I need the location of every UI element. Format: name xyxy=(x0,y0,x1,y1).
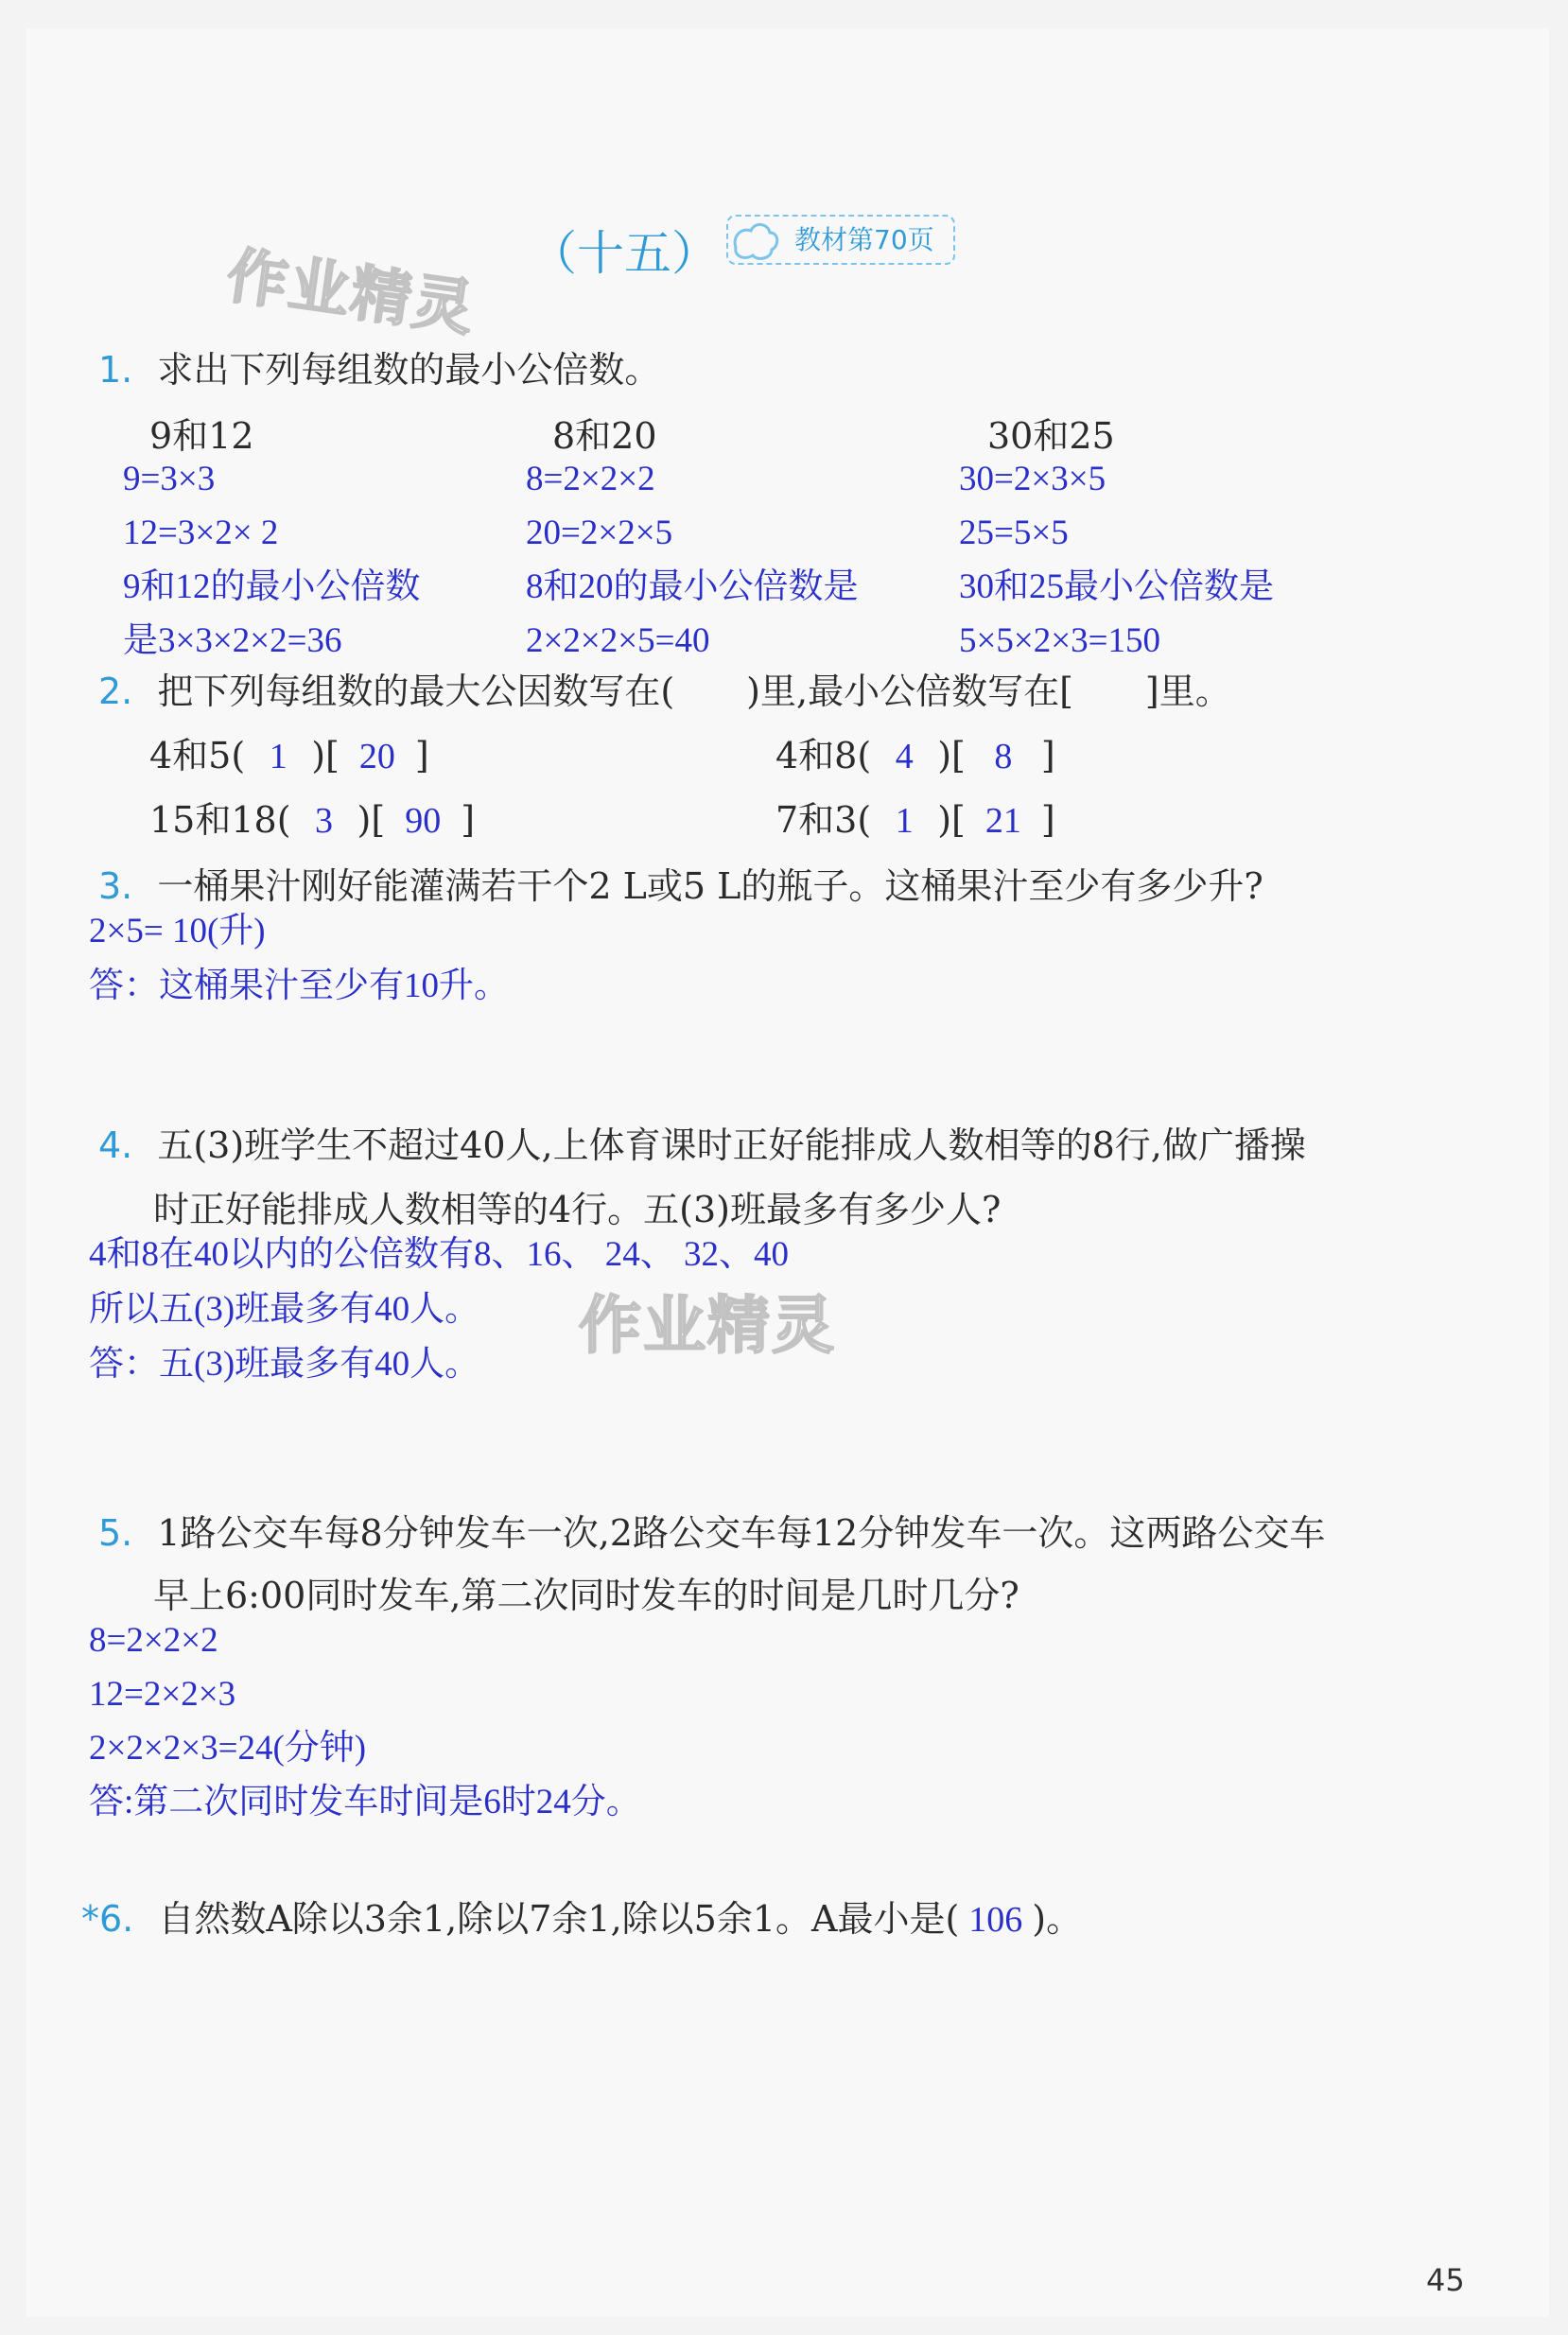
answer-line: 答：五(3)班最多有40人。 xyxy=(89,1345,480,1384)
item-bracket: )[ xyxy=(357,799,386,841)
answer-line: 30和25最小公倍数是 xyxy=(959,567,1274,606)
item-label: 4和5( xyxy=(149,735,246,776)
watermark: 作业精灵 xyxy=(222,240,480,345)
group-label: 9和12 xyxy=(149,415,254,457)
question-text-end: )。 xyxy=(1032,1898,1083,1940)
question-1 xyxy=(98,340,660,392)
gcd-answer: 1 xyxy=(269,737,287,776)
answer-line: 5×5×2×3=150 xyxy=(959,621,1160,660)
answer-line: 答：这桶果汁至少有10升。 xyxy=(89,967,509,1005)
answer-line: 12=3×2× 2 xyxy=(123,514,279,552)
answer-line: 9和12的最小公倍数 xyxy=(123,567,421,606)
answer-block xyxy=(89,1228,789,1392)
lcm-answer: 20 xyxy=(358,737,395,776)
item-bracket: ] xyxy=(1040,735,1055,776)
lcm-answer: 8 xyxy=(994,737,1013,776)
question-4 xyxy=(98,1116,1306,1168)
watermark: 作业精灵 xyxy=(579,1289,836,1362)
answer-line: 8=2×2×2 xyxy=(89,1621,218,1660)
item-label: 7和3( xyxy=(775,799,872,841)
item-label: 4和8( xyxy=(775,735,872,776)
section-title: （十五） xyxy=(530,226,719,281)
answer-line: 答:第二次同时发车时间是6时24分。 xyxy=(89,1783,641,1821)
gcd-lcm-item xyxy=(775,726,1055,778)
book-icon xyxy=(728,216,783,270)
textbook-tag xyxy=(726,219,955,257)
answer-line: 所以五(3)班最多有40人。 xyxy=(89,1290,480,1329)
page-number: 45 xyxy=(1426,2262,1465,2298)
question-5 xyxy=(98,1504,1325,1556)
answer-line: 25=5×5 xyxy=(959,514,1069,552)
question-number: *6. xyxy=(81,1898,134,1940)
question-text: 1路公交车每8分钟发车一次,2路公交车每12分钟发车一次。这两路公交车 xyxy=(157,1512,1326,1554)
answer-line: 8=2×2×2 xyxy=(526,460,655,498)
item-label: 15和18( xyxy=(149,799,291,841)
lcm-answer: 21 xyxy=(984,801,1021,841)
item-bracket: ] xyxy=(414,735,429,776)
item-bracket: ] xyxy=(461,799,476,841)
question-number: 2. xyxy=(98,671,133,712)
question-number: 5. xyxy=(98,1512,133,1554)
answer-line: 是3×3×2×2=36 xyxy=(123,621,342,660)
question-text: 把下列每组数的最大公因数写在( )里,最小公倍数写在[ ]里。 xyxy=(157,671,1231,712)
item-bracket: ] xyxy=(1040,799,1055,841)
item-bracket: )[ xyxy=(311,735,340,776)
question-number: 1. xyxy=(98,349,133,391)
answer-block xyxy=(89,904,509,1014)
answer-column xyxy=(526,452,859,668)
question-text: 求出下列每组数的最小公倍数。 xyxy=(157,349,661,391)
gcd-lcm-item xyxy=(149,791,475,843)
question-number: 3. xyxy=(98,865,133,907)
gcd-answer: 4 xyxy=(895,737,914,776)
gcd-answer: 1 xyxy=(895,801,914,841)
question-number: 4. xyxy=(98,1124,133,1166)
answer-line: 20=2×2×5 xyxy=(526,514,673,552)
textbook-tag-label: 教材第70页 xyxy=(726,215,955,265)
answer-column xyxy=(959,452,1274,668)
question-6 xyxy=(81,1890,1082,1942)
group-label: 8和20 xyxy=(552,415,657,457)
item-bracket: )[ xyxy=(937,735,966,776)
answer-line: 2×5= 10(升) xyxy=(89,912,266,950)
answer-line: 2×2×2×3=24(分钟) xyxy=(89,1729,367,1768)
gcd-answer: 3 xyxy=(315,801,334,841)
question-2 xyxy=(98,662,1231,714)
answer-line: 4和8在40以内的公倍数有8、16、 24、 32、40 xyxy=(89,1235,789,1274)
item-bracket: )[ xyxy=(937,799,966,841)
gcd-lcm-item xyxy=(775,791,1055,843)
question-3 xyxy=(98,857,1263,909)
lcm-answer: 90 xyxy=(405,801,442,841)
question-text: 五(3)班学生不超过40人,上体育课时正好能排成人数相等的8行,做广播操 xyxy=(157,1124,1306,1166)
answer-line: 8和20的最小公倍数是 xyxy=(526,567,859,606)
answer-line: 30=2×3×5 xyxy=(959,460,1106,498)
gcd-lcm-item xyxy=(149,726,429,778)
answer-line: 2×2×2×5=40 xyxy=(526,621,710,660)
answer-column xyxy=(123,452,421,668)
question-text-cont: 早上6:00同时发车,第二次同时发车的时间是几时几分? xyxy=(153,1575,1019,1616)
question-text: 一桶果汁刚好能灌满若干个2 L或5 L的瓶子。这桶果汁至少有多少升? xyxy=(157,865,1263,907)
question-text: 自然数A除以3余1,除以7余1,除以5余1。A最小是( xyxy=(158,1898,960,1940)
answer-line: 9=3×3 xyxy=(123,460,216,498)
answer-line: 12=2×2×3 xyxy=(89,1675,236,1714)
group-label: 30和25 xyxy=(987,415,1115,457)
answer-block xyxy=(89,1613,641,1829)
question-answer: 106 xyxy=(968,1900,1023,1940)
question-text-cont: 时正好能排成人数相等的4行。五(3)班最多有多少人? xyxy=(153,1189,1002,1230)
